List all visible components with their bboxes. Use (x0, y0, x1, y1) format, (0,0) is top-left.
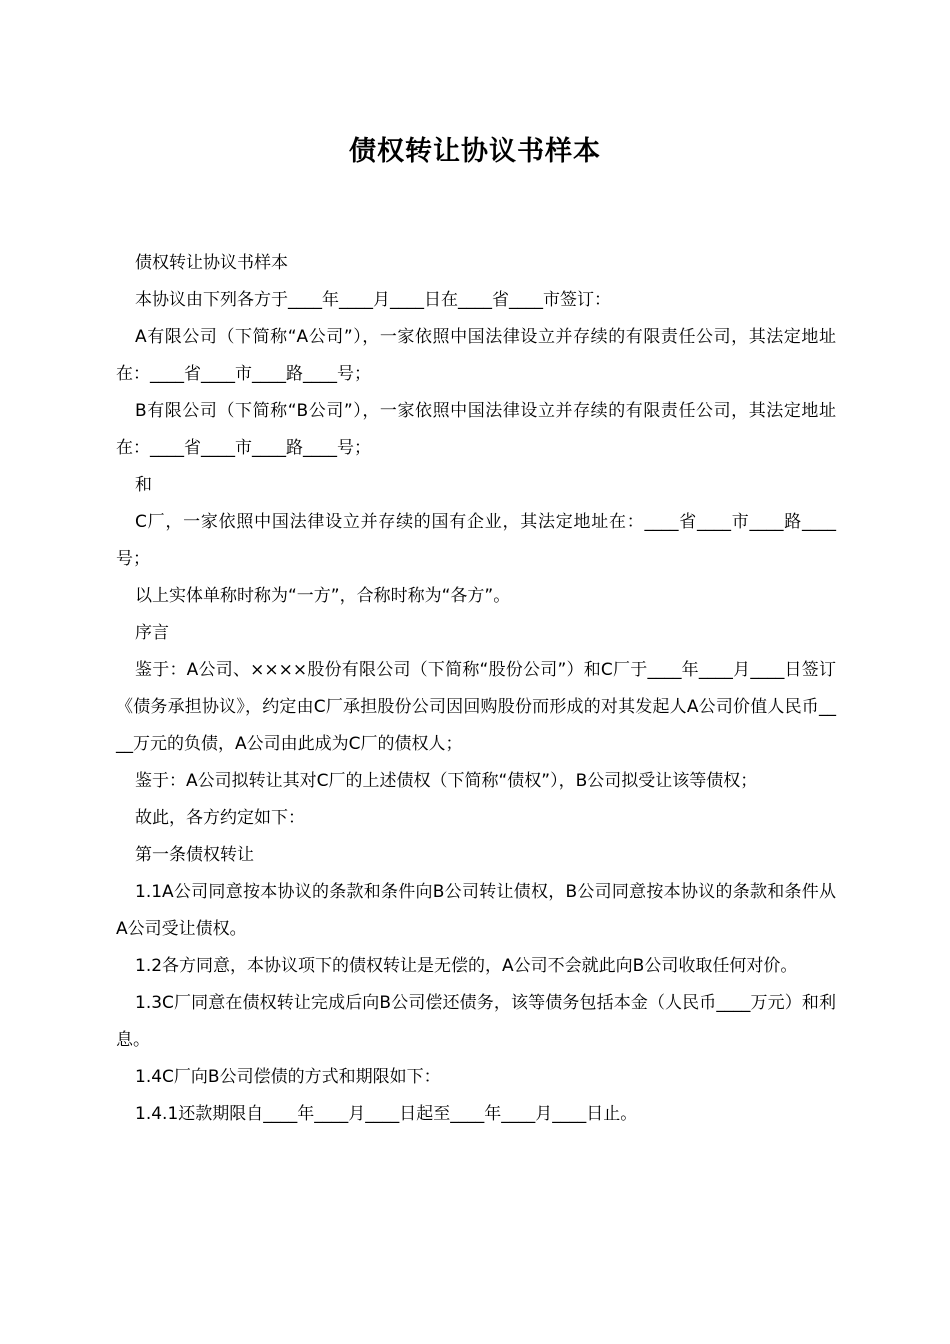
paragraph-party-a: A有限公司（下简称“A公司”），一家依照中国法律设立并存续的有限责任公司，其法定地址在：____省____市____路____号； (116, 327, 836, 384)
paragraph-therefore: 故此，各方约定如下： (135, 808, 305, 828)
paragraph-clause-1-1: 1.1A公司同意按本协议的条款和条件向B公司转让债权，B公司同意按本协议的条款和条件从A公司受让债权。 (116, 882, 836, 939)
paragraph-and: 和 (135, 475, 152, 495)
paragraph-signing-info: 本协议由下列各方于____年____月____日在____省____市签订： (135, 290, 611, 310)
paragraph-definitions: 以上实体单称时称为“一方”，合称时称为“各方”。 (135, 586, 511, 606)
paragraph-whereas-1: 鉴于：A公司、××××股份有限公司（下简称“股份公司”）和C厂于____年____月____日签订《债务承担协议》，约定由C厂承担股份公司因回购股份而形成的对其发起人A公司价值人民币____万元的负债，A公司由此成为C厂的债权人； (116, 660, 836, 754)
paragraph-clause-1-4-1: 1.4.1还款期限自____年____月____日起至____年____月____日止。 (135, 1104, 638, 1124)
paragraph-whereas-2: 鉴于：A公司拟转让其对C厂的上述债权（下简称“债权”），B公司拟受让该等债权； (135, 771, 758, 791)
paragraph-clause-1-3: 1.3C厂同意在债权转让完成后向B公司偿还债务，该等债务包括本金（人民币____万元）和利息。 (116, 993, 836, 1050)
paragraph-heading: 债权转让协议书样本 (135, 253, 288, 273)
paragraph-clause-1-4: 1.4C厂向B公司偿债的方式和期限如下： (135, 1067, 441, 1087)
paragraph-clause-1-2: 1.2各方同意，本协议项下的债权转让是无偿的，A公司不会就此向B公司收取任何对价。 (135, 956, 798, 976)
paragraph-party-c: C厂，一家依照中国法律设立并存续的国有企业，其法定地址在：____省____市____路____号； (116, 512, 836, 569)
paragraph-article-1-heading: 第一条债权转让 (135, 845, 254, 865)
document-body (116, 245, 836, 1133)
document-title: 债权转让协议书样本 (349, 136, 601, 167)
paragraph-preamble-heading: 序言 (135, 623, 169, 643)
paragraph-party-b: B有限公司（下简称“B公司”），一家依照中国法律设立并存续的有限责任公司，其法定地址在：____省____市____路____号； (116, 401, 836, 458)
